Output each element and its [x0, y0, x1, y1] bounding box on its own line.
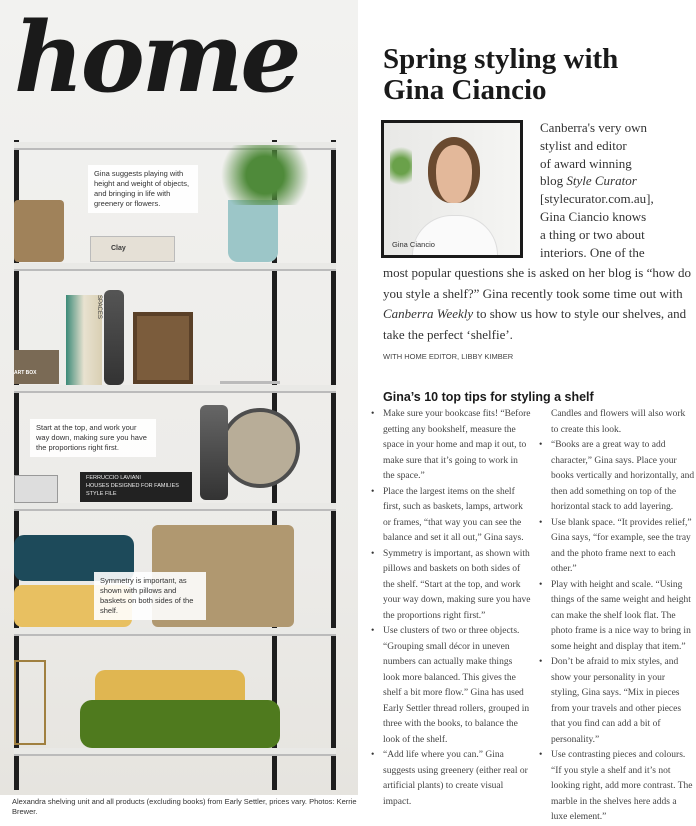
caption: Symmetry is important, as shown with pillows and baskets on both sides of the shelf.	[94, 572, 206, 620]
tray	[220, 362, 280, 384]
box	[14, 475, 58, 503]
face	[428, 137, 480, 203]
tip: • Use contrasting pieces and colours. “If you style a shelf and it’s not looking right, add more contrast. The marble in the shelves here adds a luxe element.”	[537, 748, 695, 826]
shelf-6	[14, 748, 336, 756]
portrait-photo	[381, 120, 523, 258]
photo-frame	[133, 312, 193, 384]
clock	[220, 408, 300, 488]
tip: • “Books are a great way to add character,” Gina says. Place your books vertically and horizontally, and then add something on top of the horizontal stack to add layering.	[537, 438, 695, 516]
book-stack: Clay	[90, 236, 175, 262]
article-title: Spring styling with Gina Ciancio	[383, 43, 619, 106]
caption: Start at the top, and work your way down, making sure you have the proportions right first.	[30, 419, 156, 457]
shelf-4	[14, 503, 336, 511]
tip: • Place the largest items on the shelf first, such as baskets, lamps, artwork or frames, “that way you can see the balance and set it all out,” Gina says.	[369, 485, 531, 547]
tip-continued: Candles and flowers will also work to create this look.	[551, 409, 686, 435]
plant	[390, 141, 412, 191]
shelf-2	[14, 263, 336, 271]
candlestick	[200, 405, 228, 500]
candlestick	[104, 290, 124, 385]
tip: • Don’t be afraid to mix styles, and show your personality in your styling, Gina says. “Mix in pieces from your travels and other pieces that you find can add a bit of personality.”	[537, 655, 695, 748]
tip: • Use clusters of two or three objects. “Grouping small décor in uneven numbers can actually make things look more balanced. This gives the shelf a bit more flow.” Gina has used Early Settler thread rollers, grouped in three with the books, to balance the look of the shelf.	[369, 624, 531, 748]
tips-column-2	[537, 407, 695, 826]
intro-text: most popular questions she is asked on her blog is “how do you style a shelf?” Gina recently took some time out with Canberra Weekly to show us how to style our shelves, and take the perfect ‘shelfie’.	[383, 265, 691, 342]
plant	[210, 145, 320, 205]
shelf-5	[14, 628, 336, 636]
tip: • Use blank space. “It provides relief,” Gina says, “for example, see the tray and the photo frame next to each other.”	[537, 516, 695, 578]
tips-column-1	[369, 407, 531, 810]
shelf-3	[14, 385, 336, 393]
photo-credit: Alexandra shelving unit and all products (excluding books) from Early Settler, prices vary. Photos: Kerrie Brewer.	[12, 797, 357, 816]
tip: • Make sure your bookcase fits! “Before getting any bookshelf, measure the space in your home and map it out, to make sure that it’s going to work in the space.”	[369, 407, 531, 485]
book-stack: ART BOX	[14, 350, 59, 384]
masthead: home	[14, 1, 299, 114]
plant-pot	[228, 200, 278, 262]
tip: • “Add life where you can.” Gina suggests using greenery (either real or artificial plants) to create visual impact.	[369, 748, 531, 810]
book-stack: FERRUCCIO LAVIANI HOUSES DESIGNED FOR FAMILIES STYLE FILE	[80, 472, 192, 502]
shelf-post	[331, 140, 336, 790]
shelf-photo	[0, 0, 358, 795]
byline: WITH HOME EDITOR, LIBBY KIMBER	[383, 352, 514, 361]
vertical-books: SPACES	[66, 295, 102, 385]
basket	[14, 200, 64, 262]
portrait-label: Gina Ciancio	[392, 240, 435, 249]
tip: • Symmetry is important, as shown with pillows and baskets on both sides of the shelf. “Start at the top, and work your way down, making sure you have the proportions right first.”	[369, 547, 531, 625]
tip: • Play with height and scale. “Using things of the same weight and height can make the shelf look flat. The photo frame is a nice way to bring in some height and display that item.”	[537, 578, 695, 656]
wire-lantern	[14, 660, 46, 745]
green-pillow	[80, 700, 280, 748]
caption: Gina suggests playing with height and weight of objects, and bringing in life with greenery or flowers.	[88, 165, 198, 213]
intro-side: Canberra's very own stylist and editor of award winning blog Style Curator [stylecurator.com.au], Gina Ciancio knows a thing or two about interiors. One of the	[540, 120, 654, 260]
shoulders	[412, 215, 498, 258]
tips-heading: Gina’s 10 top tips for styling a shelf	[383, 390, 594, 404]
